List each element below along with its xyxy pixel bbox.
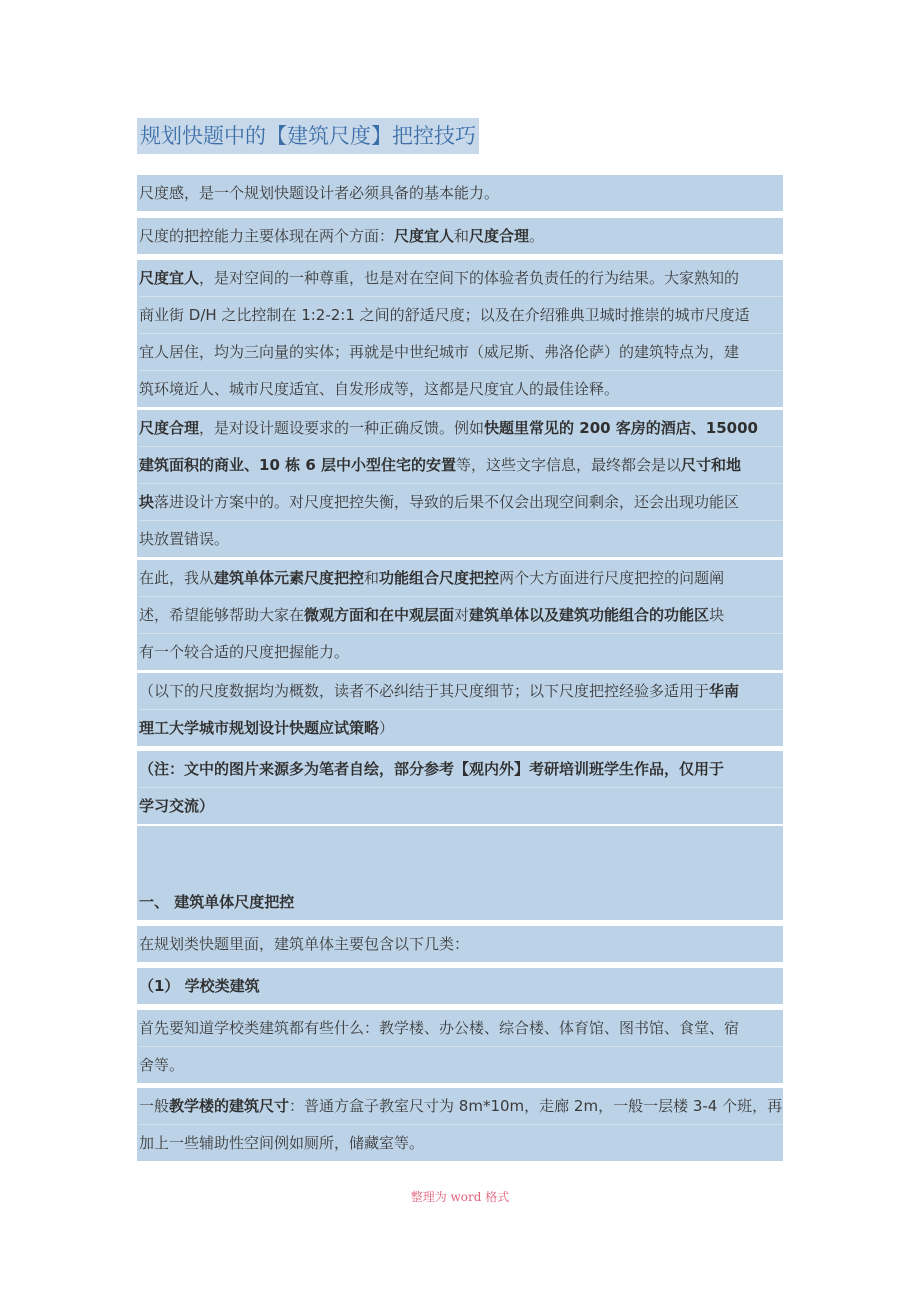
paragraph-intro <box>137 175 783 211</box>
bold-text: 快题里常见的 200 客房的酒店、15000 <box>484 419 758 437</box>
paragraph-line <box>139 751 783 787</box>
bold-text: 建筑单体以及建筑功能组合的功能区 <box>469 606 710 624</box>
paragraph-line: 有一个较合适的尺度把握能力。 <box>139 633 783 670</box>
bold-text: 尺度宜人 <box>139 269 200 287</box>
text-run: ，是对设计题设要求的一种正确反馈。例如 <box>199 419 485 437</box>
paragraph-data-note <box>137 673 783 746</box>
bold-text: 理工大学城市规划设计快题应试策略 <box>139 719 380 737</box>
paragraph-line: 筑环境近人、城市尺度适宜、自发形成等，这都是尺度宜人的最佳诠释。 <box>139 370 783 407</box>
paragraph-line: 尺度感，是一个规划快题设计者必须具备的基本能力。 <box>139 184 500 202</box>
paragraph-reasonable-scale <box>137 410 783 557</box>
bold-text: 教学楼的建筑尺寸 <box>169 1097 290 1115</box>
paragraph-line: 首先要知道学校类建筑都有些什么：教学楼、办公楼、综合楼、体育馆、图书馆、食堂、宿 <box>139 1019 740 1037</box>
paragraph-two-aspects <box>137 218 783 254</box>
paragraph-line <box>139 260 783 296</box>
paragraph-line <box>139 483 783 520</box>
heading-text: （1） 学校类建筑 <box>139 977 260 995</box>
section-heading-1 <box>137 884 783 920</box>
text-run: 两个大方面进行尺度把控的问题阐 <box>499 569 725 587</box>
paragraph-line <box>139 709 783 746</box>
paragraph-line <box>139 1088 783 1124</box>
text-run: ，是对空间的一种尊重，也是对在空间下的体验者负责任的行为结果。大家熟知的 <box>199 269 740 287</box>
document-title: 规划快题中的【建筑尺度】把控技巧 <box>137 118 479 154</box>
text-run: 对 <box>454 606 470 624</box>
bold-text: 华南 <box>709 682 740 700</box>
paragraph-school-types <box>137 1010 783 1083</box>
paragraph-line <box>139 673 783 709</box>
text-run: 和 <box>454 227 470 245</box>
paragraph-line <box>139 410 783 446</box>
bold-text: （注：文中的图片来源多为笔者自绘，部分参考【观内外】考研培训班学生作品，仅用于 <box>139 760 725 778</box>
paragraph-line <box>139 884 783 920</box>
bold-text: 块 <box>139 493 155 511</box>
paragraph-line: 在规划类快题里面，建筑单体主要包含以下几类： <box>139 935 470 953</box>
paragraph-image-note <box>137 751 783 824</box>
paragraph-human-scale <box>137 260 783 407</box>
page-footer: 整理为 word 格式 <box>410 1190 510 1204</box>
paragraph-approach <box>137 560 783 670</box>
bold-text: 建筑面积的商业、10 栋 6 层中小型住宅的安置 <box>139 456 456 474</box>
bold-text: 尺寸和地 <box>681 456 742 474</box>
paragraph-categories <box>137 926 783 962</box>
text-run: 等，这些文字信息，最终都会是以 <box>455 456 681 474</box>
text-run: 在此，我从 <box>139 569 215 587</box>
bold-text: 尺度合理 <box>469 227 530 245</box>
text-run: ：普通方盒子教室尺寸为 8m*10m，走廊 2m，一般一层楼 3-4 个班，再 <box>289 1097 783 1115</box>
paragraph-line: 块放置错误。 <box>139 520 783 557</box>
text-run: 。 <box>529 227 545 245</box>
subsection-heading-school <box>137 968 783 1004</box>
paragraph-line <box>139 218 783 254</box>
bold-text: 功能组合尺度把控 <box>379 569 500 587</box>
paragraph-line: 舍等。 <box>139 1046 783 1083</box>
paragraph-line: 宜人居住，均为三向量的实体；再就是中世纪城市（威尼斯、弗洛伦萨）的建筑特点为，建 <box>139 333 783 370</box>
text-run: 尺度的把控能力主要体现在两个方面： <box>139 227 395 245</box>
text-run: ） <box>379 719 395 737</box>
text-run: 述，希望能够帮助大家在 <box>139 606 305 624</box>
paragraph-classroom-size <box>137 1088 783 1161</box>
text-run: （以下的尺度数据均为概数，读者不必纠结于其尺度细节；以下尺度把控经验多适用于 <box>139 682 710 700</box>
bold-text: 微观方面和在中观层面 <box>304 606 455 624</box>
text-run: 块 <box>709 606 725 624</box>
bold-text: 尺度合理 <box>139 419 200 437</box>
blank-paragraph <box>137 826 783 886</box>
paragraph-line <box>139 560 783 596</box>
bold-text: 尺度宜人 <box>394 227 455 245</box>
text-run: 落进设计方案中的。对尺度把控失衡，导致的后果不仅会出现空间剩余，还会出现功能区 <box>154 493 740 511</box>
bold-text: 学习交流） <box>139 797 215 815</box>
text-run: 一般 <box>139 1097 170 1115</box>
paragraph-line <box>139 446 783 483</box>
bold-text: 建筑单体元素尺度把控 <box>214 569 365 587</box>
text-run: 和 <box>364 569 380 587</box>
paragraph-line: 加上一些辅助性空间例如厕所，储藏室等。 <box>139 1124 783 1161</box>
paragraph-line <box>139 596 783 633</box>
paragraph-line <box>139 968 783 1004</box>
paragraph-line: 商业街 D/H 之比控制在 1:2-2:1 之间的舒适尺度；以及在介绍雅典卫城时推崇的城市尺度适 <box>139 296 783 333</box>
heading-text: 一、 建筑单体尺度把控 <box>139 893 295 911</box>
paragraph-line <box>139 787 783 824</box>
